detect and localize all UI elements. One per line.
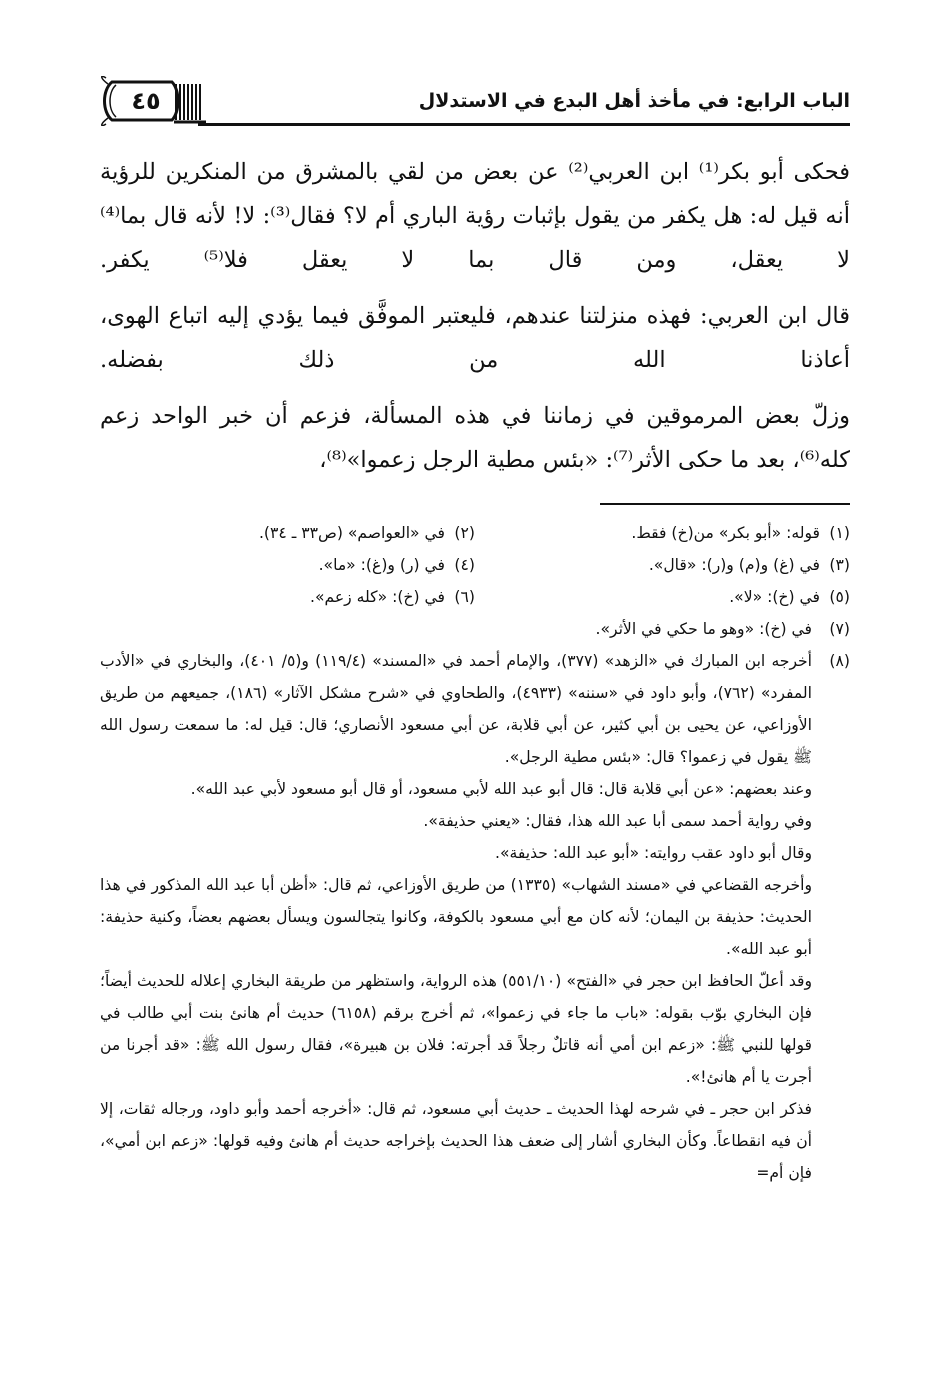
footnote-row xyxy=(100,549,850,581)
chapter-title: الباب الرابع: في مأخذ أهل البدع في الاستدلال xyxy=(418,90,850,112)
footnote xyxy=(100,645,850,1189)
footnote-text: في (خ): «لا». xyxy=(729,588,820,606)
body-paragraph: وزلّ بعض المرموقين في زماننا في هذه المسألة، فزعم أن خبر الواحد زعم كله⁽⁶⁾، بعد ما حكى الأثر⁽⁷⁾: «بئس مطية الرجل زعموا»⁽⁸⁾، xyxy=(100,403,850,473)
footnote-text: قوله: «أبو بكر» من(خ) فقط. xyxy=(631,524,820,542)
footnote-text: في (غ) و(م) و(ر): «قال». xyxy=(648,556,820,574)
footnote-paragraph: وقد أعلّ الحافظ ابن حجر في «الفتح» (٥٥١/١٠) هذه الرواية، واستظهر من طريقة البخاري إعلاله للحديث أيضاً؛ فإن البخاري بوّب بقوله: «باب ما جاء في زعموا»، ثم أخرج برقم (٦١٥٨) حديث أم هانئ بنت أبي طالب في قولها للنبي ﷺ: «زعم ابن أمي أنه قاتلٌ رجلاً قد أجرته: فلان بن هبيرة»، فقال رسول الله ﷺ: «قد أجرنا من أجرت يا أم هانئ!». xyxy=(100,972,813,1086)
footnote xyxy=(100,517,475,549)
footnote-text: في «العواصم» (ص٣٣ ـ ٣٤). xyxy=(258,524,445,542)
footnote-number: (٢) xyxy=(454,524,475,542)
footnote xyxy=(475,517,850,549)
footnote xyxy=(475,581,850,613)
footnote-paragraph: وقال أبو داود عقب روايته: «أبو عبد الله: حذيفة». xyxy=(495,844,812,862)
running-header xyxy=(98,76,850,128)
footnote-number: (٤) xyxy=(454,556,475,574)
main-text xyxy=(100,150,850,482)
footnote xyxy=(475,549,850,581)
footnotes xyxy=(100,517,850,1189)
footnote-text: في (ر) و(غ): «ما». xyxy=(318,556,445,574)
footnote-number: (٣) xyxy=(829,556,850,574)
footnote-separator xyxy=(600,503,850,505)
footnote-number: (٧) xyxy=(829,620,850,638)
footnote-row xyxy=(100,517,850,549)
footnote-text: في (خ): «كله زعم». xyxy=(309,588,445,606)
footnote-row xyxy=(100,581,850,613)
body-paragraph: قال ابن العربي: فهذه منزلتنا عندهم، فليعتبر الموفَّق فيما يؤدي إليه اتباع الهوى، أعاذنا الله من ذلك بفضله. xyxy=(100,303,850,373)
footnote-number: (١) xyxy=(829,524,850,542)
footnote xyxy=(100,581,475,613)
footnote-paragraph: وأخرجه القضاعي في «مسند الشهاب» (١٣٣٥) من طريق الأوزاعي، ثم قال: «أظن أبا عبد الله المذكور في هذا الحديث: حذيفة بن اليمان؛ لأنه كان مع أبي مسعود بالكوفة، وكانوا يتجالسون ويسأل بعضهم بعضاً، وكنية حذيفة: أبو عبد الله». xyxy=(100,876,812,958)
footnote-paragraph: وعند بعضهم: «عن أبي قلابة قال: قال أبو عبد الله لأبي مسعود، أو قال أبو مسعود لأبي عبد الله». xyxy=(190,780,812,798)
footnote-text: في (خ): «وهو ما حكي في الأثر». xyxy=(595,620,812,638)
footnote-number: (٨) xyxy=(829,652,850,670)
footnote xyxy=(100,549,475,581)
header-rule xyxy=(198,123,850,126)
footnote-paragraph: فذكر ابن حجر ـ في شرحه لهذا الحديث ـ حديث أبي مسعود، ثم قال: «أخرجه أحمد وأبو داود، ورجاله ثقات، إلا أن فيه انقطاعاً. وكأن البخاري أشار إلى ضعف هذا الحديث بإخراجه حديث أم هانئ وفيه قولها: «زعم ابن أمي»، فإن أم= xyxy=(100,1100,812,1182)
footnote xyxy=(100,613,850,645)
footnote-number: (٦) xyxy=(454,588,475,606)
footnote-paragraph: أخرجه ابن المبارك في «الزهد» (٣٧٧)، والإمام أحمد في «المسند» (١١٩/٤) و(٥/ ٤٠١)، والبخاري في «الأدب المفرد» (٧٦٢)، وأبو داود في «سننه» (٤٩٣٣)، والطحاوي في «شرح مشكل الآثار» (١٨٦)، جميعهم من طريق الأوزاعي، عن يحيى بن أبي كثير، عن أبي قلابة، عن أبي مسعود الأنصاري؛ قال: قيل له: ما سمعت رسول الله ﷺ يقول في زعموا؟ قال: «بئس مطية الرجل». xyxy=(100,652,813,766)
body-paragraph: فحكى أبو بكر⁽¹⁾ ابن العربي⁽²⁾ عن بعض من لقي بالمشرق من المنكرين للرؤية أنه قيل له: هل يكفر من يقول بإثبات رؤية الباري أم لا؟ فقال⁽³⁾: لا! لأنه قال بما⁽⁴⁾ لا يعقل، ومن قال بما لا يعقل فلا⁽⁵⁾ يكفر. xyxy=(100,159,851,273)
footnote-paragraph: وفي رواية أحمد سمى أبا عبد الله هذا، فقال: «يعني حذيفة». xyxy=(423,812,812,830)
footnote-number: (٥) xyxy=(829,588,850,606)
page-number: ٤٥ xyxy=(131,87,161,115)
